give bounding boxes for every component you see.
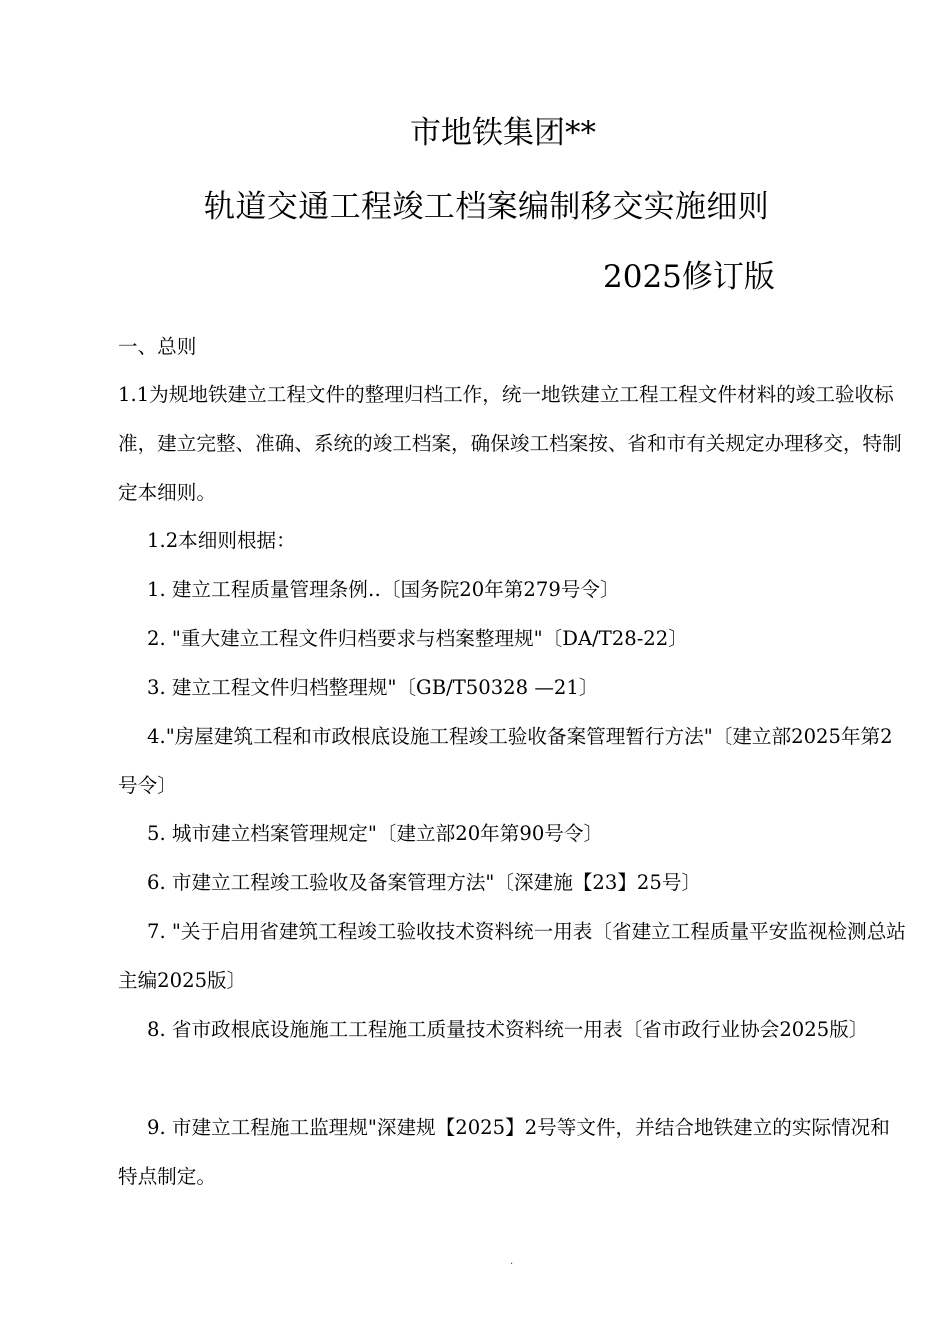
reference-item-3: 3. 建立工程文件归档整理规"〔GB/T50328 —21〕 <box>147 676 599 699</box>
reference-item-8: 8. 省市政根底设施施工工程施工质量技术资料统一用表〔省市政行业协会2025版〕 <box>147 1018 869 1041</box>
document-title-line1: 市地铁集团** <box>410 115 596 151</box>
reference-item-6: 6. 市建立工程竣工验收及备案管理方法"〔深建施【23】25号〕 <box>147 871 702 894</box>
document-title-line2: 轨道交通工程竣工档案编制移交实施细则 <box>204 189 770 225</box>
reference-item-7: 7. "关于启用省建筑工程竣工验收技术资料统一用表〔省建立工程质量平安监视检测总站 主编2025版〕 <box>118 920 906 992</box>
paragraph-1-2: 1.2本细则根据： <box>147 529 296 552</box>
reference-item-1: 1. 建立工程质量管理条例‥〔国务院20年第279号令〕 <box>147 578 620 601</box>
reference-item-9: 9. 市建立工程施工监理规"深建规【2025】2号等文件，并结合地铁建立的实际情况和特点制定。 <box>118 1116 890 1188</box>
reference-item-2: 2. "重大建立工程文件归档要求与档案整理规"〔DA/T28-22〕 <box>147 627 688 650</box>
paragraph-1-1: 1.1为规地铁建立工程文件的整理归档工作，统一地铁建立工程工程文件材料的竣工验收标准，建立完整、准确、系统的竣工档案，确保竣工档案按、省和市有关规定办理移交，特制定本细则。 <box>118 383 902 504</box>
reference-item-5: 5. 城市建立档案管理规定"〔建立部20年第90号令〕 <box>147 822 604 845</box>
footer-mark: . <box>510 1256 514 1267</box>
document-title-edition: 2025修订版 <box>603 259 775 295</box>
reference-item-4: 4."房屋建筑工程和市政根底设施工程竣工验收备案管理暂行方法"〔建立部2025年第2号令〕 <box>118 725 893 797</box>
section-heading-general: 一、总则 <box>118 335 197 358</box>
